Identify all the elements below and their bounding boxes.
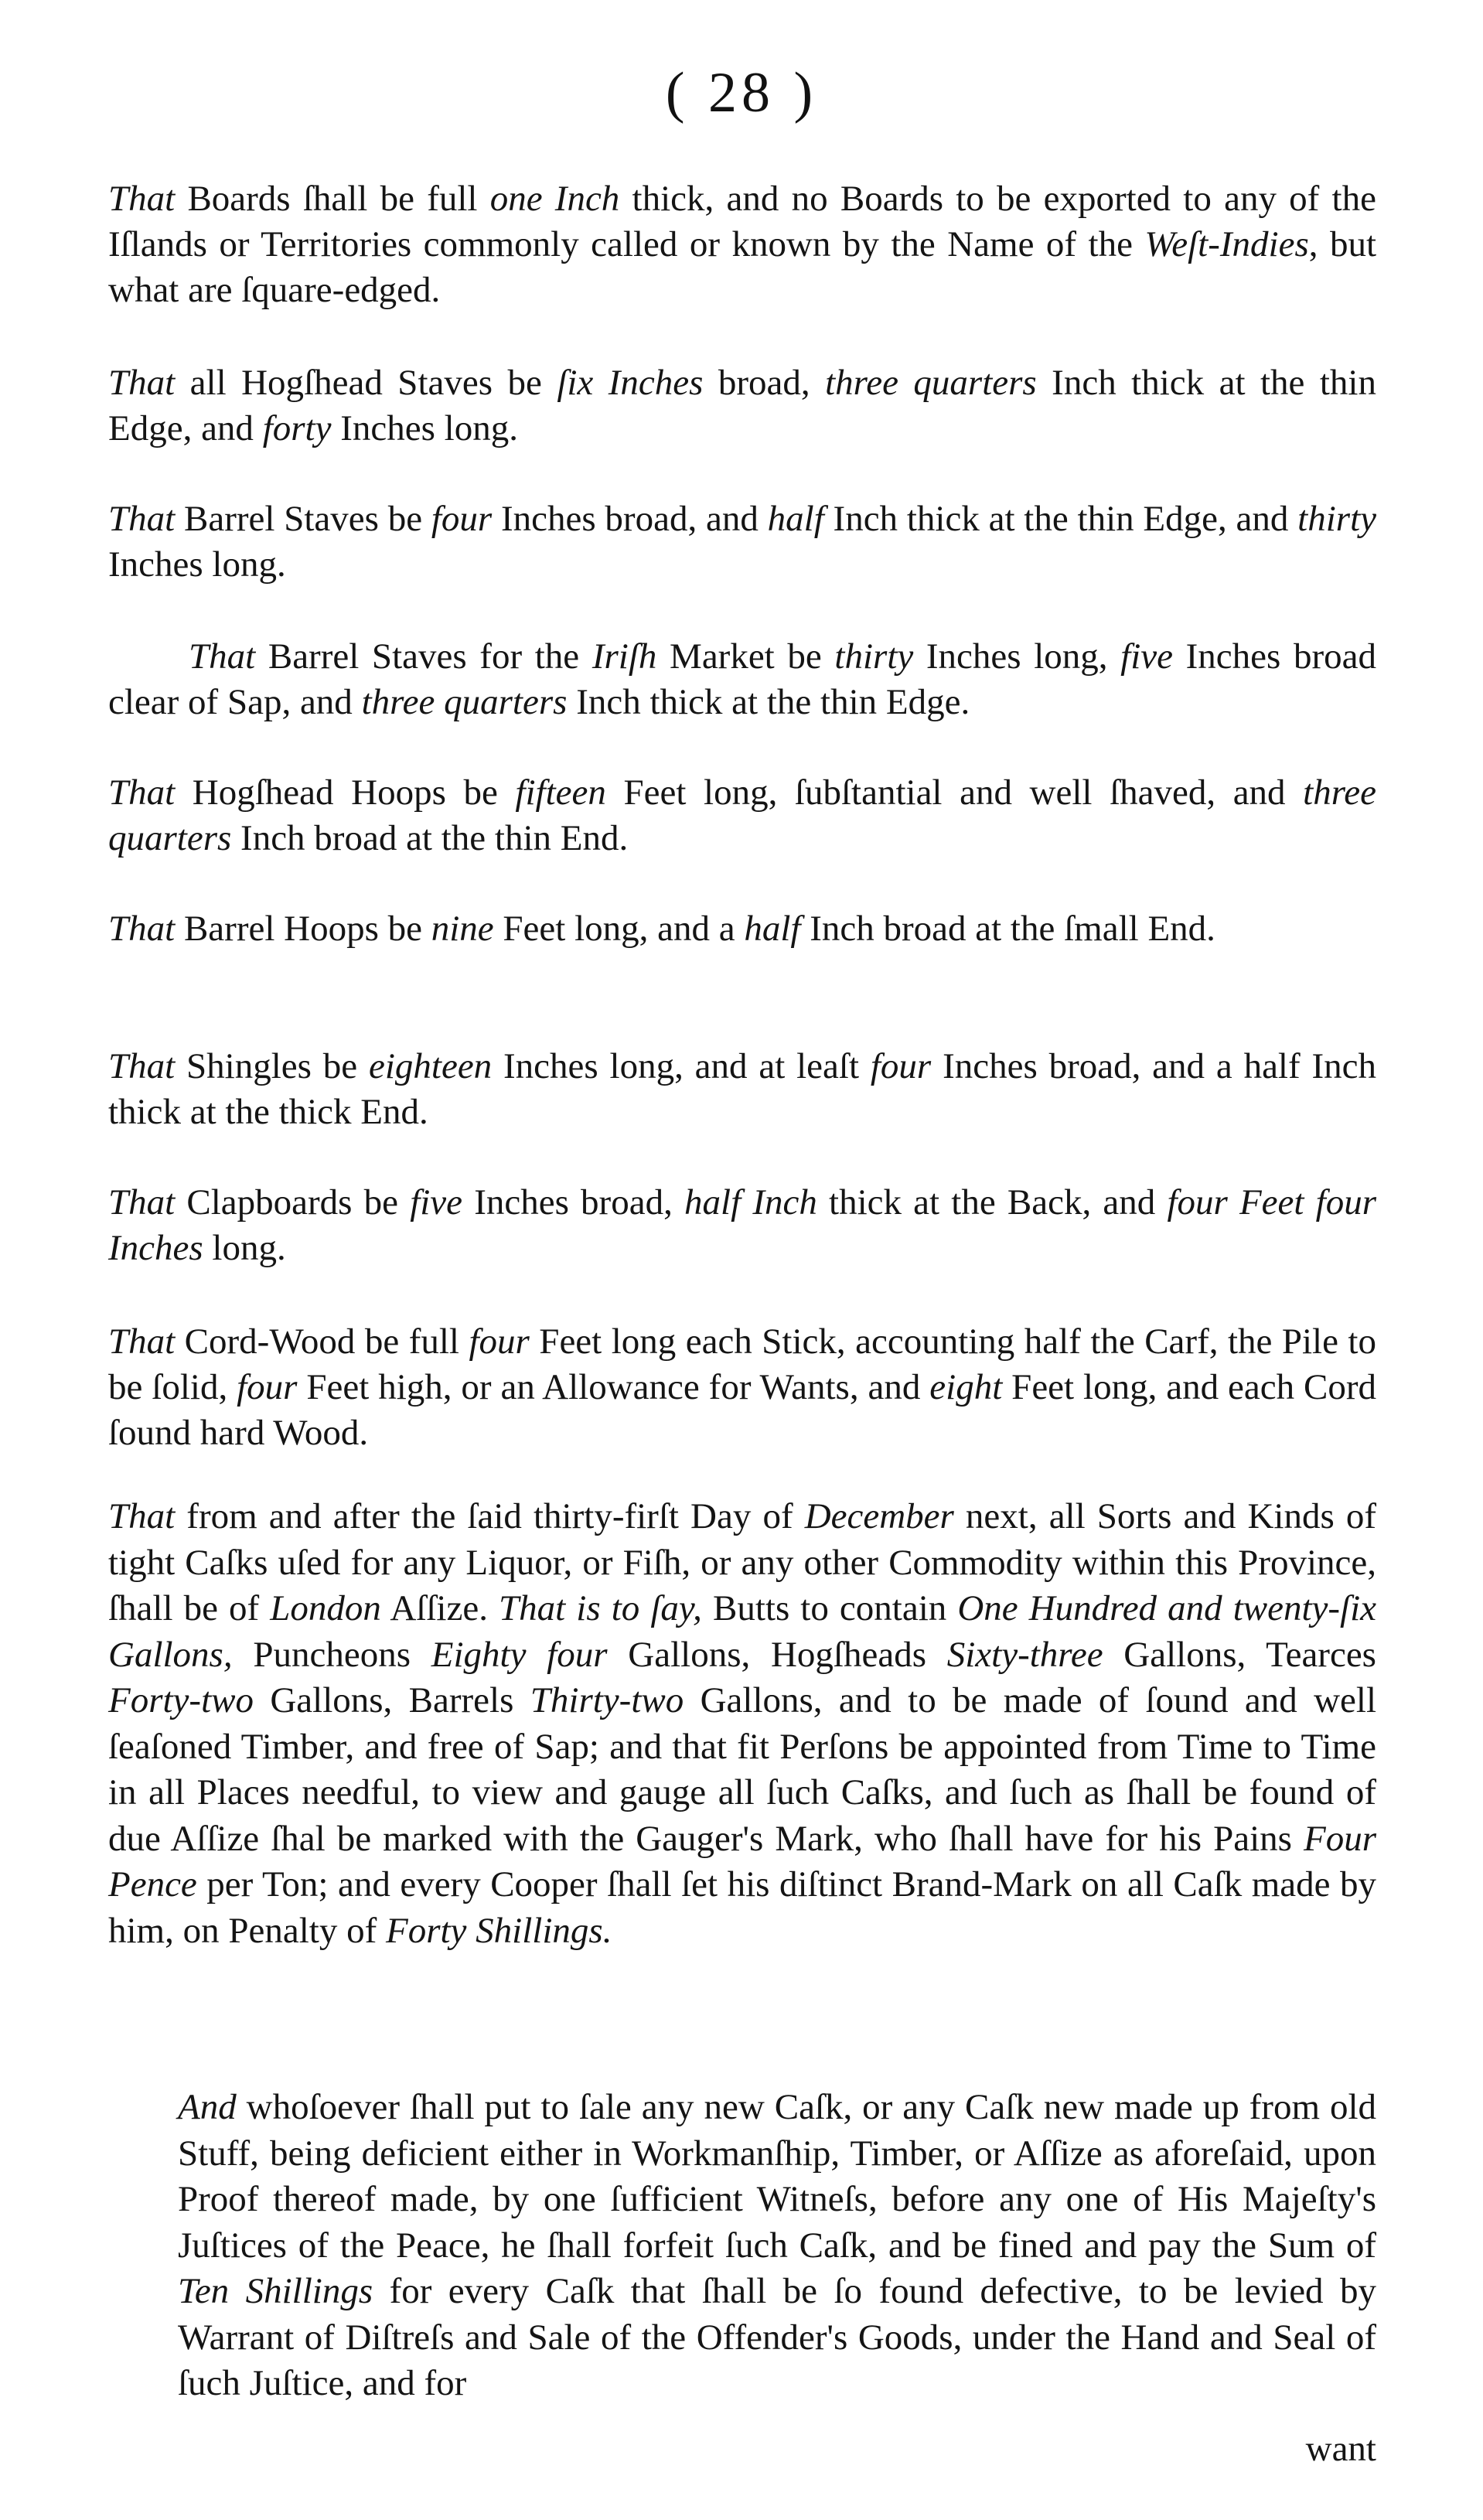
- paragraph-deficient-casks: [178, 2085, 1376, 2407]
- text-segment: forty: [262, 408, 332, 448]
- text-segment: Ten Shillings: [178, 2271, 373, 2311]
- text-segment: Inch broad at the ſmall End.: [800, 909, 1215, 949]
- text-segment: nine: [431, 909, 494, 949]
- text-segment: whoſoever ſhall put to ſale any new Caſk, or any Caſk new made up from old Stuff, being deficient either in Workmanſhip, Timber, or Aſſize as aforeſaid, upon Proof thereof made, by one ſufficient Witneſs, before any one of His Majeſty's Juſtices of the Peace, he ſhall forfeit ſuch Caſk, and be fined and pay the Sum of: [178, 2087, 1376, 2266]
- paragraph-boards: [108, 176, 1376, 313]
- text-segment: thirty: [834, 636, 914, 677]
- text-segment: four Feet four Inches: [108, 1182, 1376, 1268]
- text-segment: Feet long, and a: [493, 909, 745, 949]
- paragraph-barrel-hoops: [108, 906, 1376, 952]
- paragraph-hogshead-staves: [108, 360, 1376, 452]
- paragraph-irish-barrel-staves: [108, 634, 1376, 725]
- text-segment: Inches broad, and a half Inch thick at the thick End.: [108, 1046, 1376, 1132]
- text-segment: per Ton; and every Cooper ſhall ſet his diſtinct Brand-Mark on all Caſk made by him, on Penalty of: [108, 1864, 1376, 1951]
- text-segment: That: [108, 179, 176, 219]
- text-segment: four: [237, 1367, 298, 1407]
- text-segment: from and after the ſaid thirty-firſt Day of: [175, 1496, 805, 1536]
- text-segment: Feet long, ſubſtantial and well ſhaved, and: [605, 772, 1304, 813]
- text-segment: Thirty-two: [530, 1680, 684, 1720]
- text-segment: broad,: [703, 363, 826, 403]
- text-segment: That: [108, 909, 176, 949]
- text-segment: That is to ſay,: [499, 1588, 702, 1628]
- text-segment: London: [270, 1588, 381, 1628]
- text-segment: Inch thick at the thin Edge.: [567, 682, 970, 722]
- text-segment: That: [108, 1496, 176, 1536]
- paragraph-clapboards: [108, 1180, 1376, 1271]
- text-segment: four: [431, 499, 493, 539]
- paragraph-casks: [108, 1494, 1376, 1954]
- text-segment: One Hundred and twenty-ſix Gallons,: [108, 1588, 1377, 1675]
- text-segment: Butts to contain: [701, 1588, 958, 1628]
- text-segment: one Inch: [489, 179, 620, 219]
- text-segment: Barrel Staves be: [175, 499, 431, 539]
- text-segment: Feet long each Stick, accounting half the Carf, the Pile to be ſolid,: [108, 1321, 1376, 1407]
- paragraph-barrel-staves: [108, 496, 1376, 588]
- text-segment: That: [108, 363, 176, 403]
- text-segment: Inches long.: [331, 408, 518, 448]
- paragraph-cord-wood: [108, 1319, 1376, 1456]
- text-segment: Aſſize.: [380, 1588, 499, 1628]
- text-segment: Barrel Hoops be: [175, 909, 431, 949]
- text-segment: Inch thick at the thin Edge, and: [108, 363, 1376, 448]
- text-segment: Four Pence: [108, 1818, 1376, 1904]
- text-segment: five: [1120, 636, 1173, 677]
- text-segment: Inch broad at the thin End.: [231, 818, 629, 858]
- text-segment: That: [108, 1046, 176, 1086]
- catchword: want: [1305, 2429, 1376, 2469]
- text-segment: Inches long,: [913, 636, 1121, 677]
- text-segment: eight: [929, 1367, 1003, 1407]
- text-segment: December: [804, 1496, 954, 1536]
- text-segment: half Inch: [684, 1182, 817, 1222]
- text-segment: Gallons, and to be made of ſound and well ſeaſoned Timber, and free of Sap; and that fit Perſons be appointed from Time to Time in all Places needful, to view and gauge all ſuch Caſks, and ſuch as ſhall be found of due Aſſize ſhal be marked with the Gauger's Mark, who ſhall have for his Pains: [108, 1680, 1377, 1859]
- text-segment: thick at the Back, and: [817, 1182, 1168, 1222]
- text-segment: Feet long, and each Cord ſound hard Wood.: [108, 1367, 1376, 1453]
- text-segment: That: [108, 1321, 176, 1362]
- text-segment: Barrel Staves for the: [255, 636, 592, 677]
- text-segment: Puncheons: [232, 1634, 431, 1675]
- text-segment: long.: [203, 1228, 286, 1268]
- text-segment: , but what are ſquare-edged.: [108, 224, 1377, 310]
- text-segment: ſix Inches: [557, 363, 704, 403]
- text-segment: fifteen: [515, 772, 606, 813]
- text-segment: Inches long, and at leaſt: [492, 1046, 871, 1086]
- text-segment: Forty-two: [108, 1680, 254, 1720]
- text-segment: Weſt-Indies: [1144, 224, 1309, 264]
- text-segment: Inch thick at the thin Edge, and: [823, 499, 1298, 539]
- text-segment: Gallons, Tearces: [1103, 1634, 1376, 1675]
- text-segment: three quarters: [361, 682, 568, 722]
- paragraph-hogshead-hoops: [108, 770, 1376, 861]
- text-segment: That: [108, 772, 176, 813]
- text-segment: four: [469, 1321, 530, 1362]
- text-segment: thick, and no Boards to be exported to any of the Iſlands or Territories commonly called or known by the Name of the: [108, 179, 1376, 264]
- text-segment: Forty Shillings.: [386, 1910, 612, 1951]
- paragraph-shingles: [108, 1044, 1376, 1135]
- page-number: ( 28 ): [665, 61, 818, 124]
- text-segment: Gallons, Barrels: [253, 1680, 530, 1720]
- text-segment: half: [744, 909, 801, 949]
- text-segment: That: [108, 499, 176, 539]
- text-segment: Inches long.: [108, 544, 286, 585]
- text-segment: Inches broad, and: [492, 499, 768, 539]
- text-segment: Hogſhead Hoops be: [175, 772, 516, 813]
- text-segment: Inches broad,: [462, 1182, 685, 1222]
- text-segment: Iriſh: [591, 636, 657, 677]
- text-segment: And: [178, 2087, 237, 2127]
- text-segment: three quarters: [108, 772, 1376, 858]
- text-segment: five: [410, 1182, 463, 1222]
- text-segment: four: [870, 1046, 932, 1086]
- text-segment: Market be: [656, 636, 835, 677]
- text-segment: Shingles be: [175, 1046, 369, 1086]
- text-segment: That: [108, 1182, 176, 1222]
- text-segment: next, all Sorts and Kinds of tight Caſks uſed for any Liquor, or Fiſh, or any other Commodity within this Province, ſhall be of: [108, 1496, 1377, 1628]
- text-segment: thirty: [1297, 499, 1376, 539]
- text-segment: half: [767, 499, 824, 539]
- text-segment: Boards ſhall be full: [175, 179, 490, 219]
- text-segment: Inches broad clear of Sap, and: [108, 636, 1376, 722]
- text-segment: Eighty four: [431, 1634, 608, 1675]
- text-segment: Sixty-three: [946, 1634, 1103, 1675]
- text-segment: Cord-Wood be full: [175, 1321, 469, 1362]
- text-segment: for every Caſk that ſhall be ſo found defective, to be levied by Warrant of Diſtreſs and Sale of the Offender's Goods, under the Hand and Seal of ſuch Juſtice, and for: [178, 2271, 1376, 2403]
- text-segment: That: [189, 636, 256, 677]
- text-segment: Feet high, or an Allowance for Wants, and: [297, 1367, 930, 1407]
- text-segment: Clapboards be: [175, 1182, 411, 1222]
- text-segment: all Hogſhead Staves be: [175, 363, 557, 403]
- text-segment: Gallons, Hogſheads: [607, 1634, 947, 1675]
- text-segment: eighteen: [368, 1046, 493, 1086]
- text-segment: three quarters: [825, 363, 1037, 403]
